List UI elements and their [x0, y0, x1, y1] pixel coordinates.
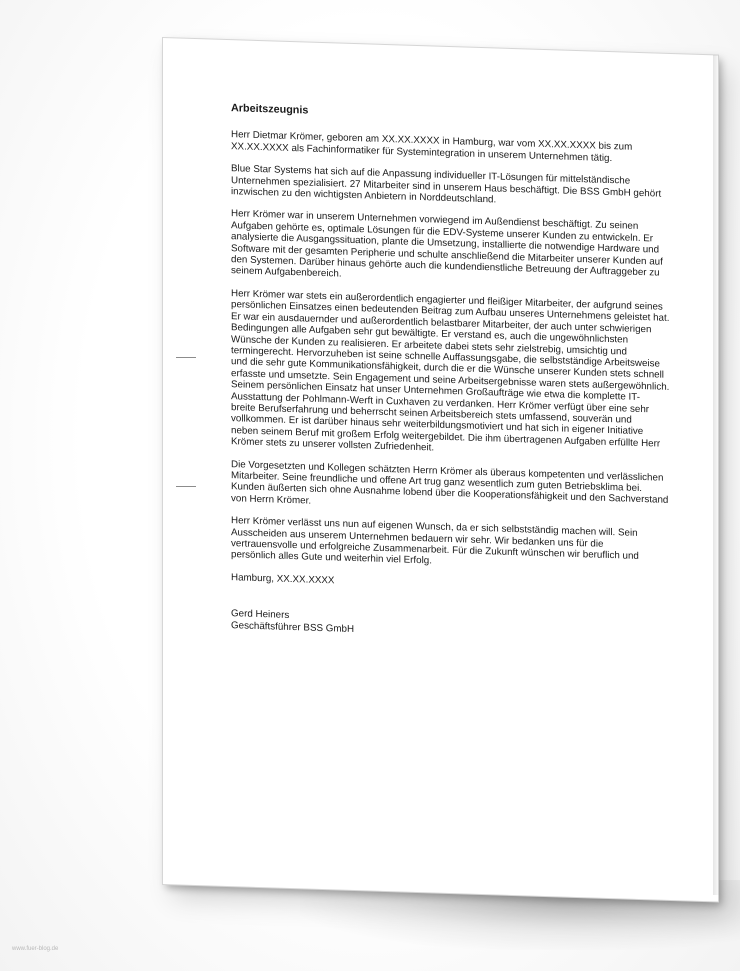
paragraph-conduct: Die Vorgesetzten und Kollegen schätzten Herrn Krömer als überaus kompetenten und verlässlichen Mitarbeiter. Seine freundliche und offene Art trug ganz wesentlich zum guten Betriebsklima bei. Kunden äußerten sich ohne Ausnahme lobend über die Kooperationsfähigkeit und den Sachverstand von Herrn Krömer.	[231, 458, 669, 507]
paragraph-duties: Herr Krömer war in unserem Unternehmen vorwiegend im Außendienst beschäftigt. Zu seinen Aufgaben gehörte es, optimale Lösungen für die EDV-Systeme unserer Kunden zu entwickeln. Er analysierte die Ausgangssituation, plante die Umsetzung, installierte die notwendige Hardware und Software mit der gesamten Peripherie und schulte anschließend die Mitarbeiter unserer Kunden auf den Systemen. Darüber hinaus gehörte auch die kundendienstliche Betreuung der Auftraggeber zu seinem Aufgabenbereich.	[231, 208, 663, 281]
document-sheet	[163, 38, 718, 901]
paragraph-intro: Herr Dietmar Krömer, geboren am XX.XX.XXXX in Hamburg, war vom XX.XX.XXXX bis zum XX.XX.XXXX als Fachinformatiker für Systemintegration in unserem Unternehmen tätig.	[231, 129, 633, 164]
watermark: www.fuer-blog.de	[12, 946, 59, 952]
paragraph-performance: Herr Krömer war stets ein außerordentlich engagierter und fleißiger Mitarbeiter, der aufgrund seines persönlichen Einsatzes einen bedeutenden Beitrag zum Aufbau unseres Unternehmens geleistet hat. Er war ein ausdauernder und außerordentlich belastbarer Mitarbeiter, der auch unter schwierigen Bedingungen alle Aufgaben sehr gut bewältigte. Er verstand es, auch die ungewöhnlichsten Wünsche der Kunden zu realisieren. Er arbeitete dabei stets sehr zielstrebig, umsichtig und termingerecht. Hervorzuheben ist seine schnelle Auffassungsgabe, die selbstständige Arbeitsweise und die sehr gute Kommunikationsfähigkeit, durch die er die Wünsche unserer Kunden stets schnell erfasste und umsetzte. Sein Engagement und seine Arbeitsergebnisse waren stets außergewöhnlich. Seinem persönlichen Einsatz hat unser Unternehmen Großaufträge wie etwa die komplette IT-Ausstattung der Pohlmann-Werft in Cuxhaven zu verdanken. Herr Krömer verfügt über eine sehr breite Berufserfahrung und beherrscht seinen Arbeitsbereich stets umfassend, souverän und vollkommen. Er ist darüber hinaus sehr weiterbildungsmotiviert und hat sich in eigener Initiative neben seinem Beruf mit großem Erfolg weitergebildet. Die ihm übertragenen Aufgaben erfüllte Herr Krömer stets zu unserer vollsten Zufriedenheit.	[231, 288, 670, 454]
paragraph-company: Blue Star Systems hat sich auf die Anpassung individueller IT-Lösungen für mittelständische Unternehmen spezialisiert. 27 Mitarbeiter sind in unserem Haus beschäftigt. Die BSS GmbH gehört inzwischen zu den wichtigsten Anbietern in Norddeutschland.	[231, 163, 662, 206]
document-title: Arbeitszeugnis	[231, 102, 309, 117]
signature-name: Gerd Heiners	[231, 608, 290, 622]
fold-mark-upper	[176, 357, 196, 358]
place-date: Hamburg, XX.XX.XXXX	[231, 571, 335, 587]
fold-mark-lower	[176, 486, 196, 487]
paragraph-closing: Herr Krömer verlässt uns nun auf eigenen Wunsch, da er sich selbstständig machen will. Sein Ausscheiden aus unserem Unternehmen bedauern wir sehr. Wir bedanken uns für die vertrauensvolle und erfolgreiche Zusammenarbeit. Für die Zukunft wünschen wir beruflich und persönlich alles Gute und weiterhin viel Erfolg.	[231, 515, 639, 567]
signature-title: Geschäftsführer BSS GmbH	[231, 619, 355, 635]
document-content	[231, 103, 671, 645]
sheet-edge-shadow	[713, 55, 720, 895]
